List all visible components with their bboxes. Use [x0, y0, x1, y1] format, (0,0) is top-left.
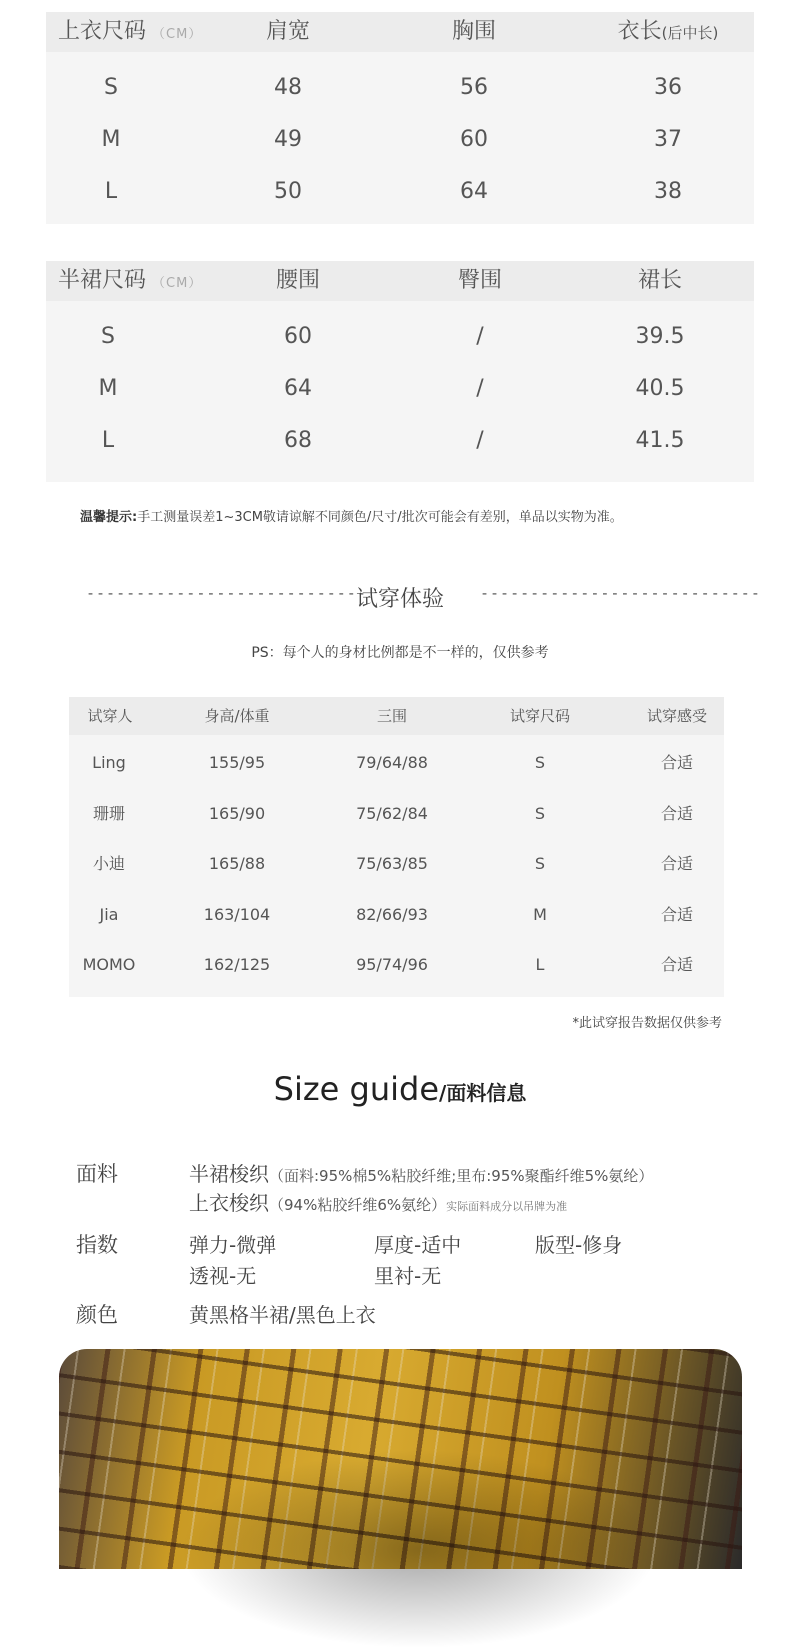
- tip-label: 温馨提示:: [80, 510, 138, 525]
- hip-cell: /: [476, 428, 484, 453]
- fabric-top-detail: （94%粘胶纤维6%氨纶）: [269, 1196, 447, 1214]
- fabric-top-name: 上衣梭织: [189, 1191, 269, 1215]
- top-size-header-length: 衣长(后中长): [617, 19, 719, 44]
- table-row: [69, 786, 724, 837]
- measurements-cell: 82/66/93: [356, 904, 428, 924]
- table-row: [46, 62, 754, 114]
- fabric-skirt-line: [189, 1158, 653, 1187]
- skirt-size-table: [46, 261, 754, 482]
- fabric-top-note: 实际面料成分以吊牌为准: [446, 1200, 568, 1213]
- table-row: [46, 166, 754, 218]
- top-size-header-chest: 胸围: [451, 19, 497, 44]
- chest-cell: 64: [460, 179, 488, 204]
- measurements-cell: 75/62/84: [356, 803, 428, 823]
- size-guide-title-en: Size guide: [273, 1070, 440, 1108]
- size-cell: S: [534, 803, 546, 823]
- feel-cell: 合适: [660, 955, 694, 974]
- fabric-skirt-detail: （面料:95%棉5%粘胶纤维;里布:95%聚酯纤维5%氨纶）: [269, 1167, 654, 1185]
- feel-cell: 合适: [660, 753, 694, 772]
- tip-text: 手工测量误差1~3CM敬请谅解不同颜色/尺寸/批次可能会有差别，单品以实物为准。: [137, 510, 623, 525]
- hip-cell: /: [476, 376, 484, 401]
- divider-right: ----------------------------: [480, 584, 761, 602]
- size-guide-title-cn: /面料信息: [439, 1081, 527, 1105]
- top-size-header-shoulder: 肩宽: [265, 19, 311, 44]
- size-cell: M: [101, 127, 121, 152]
- index-label: 指数: [76, 1233, 118, 1257]
- length-cell: 40.5: [635, 376, 685, 401]
- tryon-header-person: 试穿人: [87, 707, 133, 725]
- table-row: [46, 363, 754, 415]
- top-size-header: [46, 12, 754, 52]
- fabric-fold-shadow: [179, 1449, 659, 1649]
- lining-value: 里衬-无: [374, 1264, 442, 1288]
- size-guide-title: [0, 1070, 800, 1108]
- table-row: [69, 937, 724, 988]
- tryon-title: 试穿体验: [355, 587, 444, 612]
- length-cell: 38: [654, 179, 682, 204]
- table-row: [69, 735, 724, 786]
- person-cell: MOMO: [82, 955, 136, 974]
- table-row: [46, 415, 754, 467]
- height-weight-cell: 165/90: [208, 803, 266, 823]
- skirt-size-header-length: 裙长: [637, 268, 683, 293]
- person-cell: Jia: [99, 904, 119, 924]
- shoulder-cell: 49: [274, 127, 302, 152]
- table-row: [46, 311, 754, 363]
- top-size-table: [46, 12, 754, 224]
- fabric-top-line: [189, 1187, 567, 1216]
- tryon-header-feel: 试穿感受: [646, 707, 708, 725]
- measurement-tip: [80, 506, 623, 525]
- size-cell: L: [104, 179, 118, 204]
- table-row: [69, 836, 724, 887]
- table-row: [69, 887, 724, 938]
- length-cell: 41.5: [635, 428, 685, 453]
- size-cell: M: [98, 376, 118, 401]
- person-cell: 小迪: [92, 854, 126, 873]
- tryon-header-height-weight: 身高/体重: [204, 707, 270, 725]
- color-label: 颜色: [76, 1303, 118, 1327]
- height-weight-cell: 162/125: [203, 955, 271, 974]
- tryon-header: [69, 697, 724, 735]
- fabric-skirt-name: 半裙梭织: [189, 1162, 269, 1186]
- thickness-value: 厚度-适中: [374, 1233, 462, 1257]
- feel-cell: 合适: [660, 854, 694, 873]
- size-cell: L: [535, 955, 545, 974]
- elasticity-value: 弹力-微弹: [189, 1233, 277, 1257]
- tryon-ps-note: PS：每个人的身材比例都是不一样的，仅供参考: [251, 645, 549, 661]
- hip-cell: /: [476, 324, 484, 349]
- waist-cell: 68: [284, 428, 312, 453]
- length-cell: 39.5: [635, 324, 685, 349]
- length-cell: 37: [654, 127, 682, 152]
- size-cell: M: [533, 904, 547, 924]
- tryon-header-measurements: 三围: [376, 707, 408, 725]
- skirt-size-header: [46, 261, 754, 301]
- tryon-table: [69, 697, 724, 997]
- sheerness-value: 透视-无: [189, 1264, 257, 1288]
- skirt-size-header-waist: 腰围: [275, 268, 321, 293]
- tryon-disclaimer: *此试穿报告数据仅供参考: [572, 1016, 722, 1031]
- chest-cell: 56: [460, 75, 488, 100]
- color-value: 黄黑格半裙/黑色上衣: [189, 1303, 376, 1327]
- length-cell: 36: [654, 75, 682, 100]
- measurements-cell: 75/63/85: [356, 854, 428, 873]
- fabric-label: 面料: [76, 1162, 118, 1186]
- height-weight-cell: 155/95: [208, 753, 266, 772]
- fit-value: 版型-修身: [535, 1233, 623, 1257]
- height-weight-cell: 163/104: [203, 904, 271, 924]
- shoulder-cell: 48: [274, 75, 302, 100]
- size-cell: L: [101, 428, 115, 453]
- feel-cell: 合适: [660, 803, 694, 823]
- size-cell: S: [534, 854, 546, 873]
- chest-cell: 60: [460, 127, 488, 152]
- waist-cell: 60: [284, 324, 312, 349]
- tryon-header-size: 试穿尺码: [509, 707, 571, 725]
- size-cell: S: [104, 75, 118, 100]
- size-cell: S: [534, 753, 546, 772]
- shoulder-cell: 50: [274, 179, 302, 204]
- divider-left: ----------------------------: [86, 584, 367, 602]
- measurements-cell: 95/74/96: [356, 955, 428, 974]
- table-row: [46, 114, 754, 166]
- waist-cell: 64: [284, 376, 312, 401]
- feel-cell: 合适: [660, 904, 694, 924]
- person-cell: Ling: [92, 753, 126, 772]
- skirt-size-header-hip: 臀围: [457, 268, 503, 293]
- top-size-header-size: 上衣尺码 （CM）: [58, 19, 203, 44]
- plaid-fabric-photo: [59, 1349, 742, 1569]
- skirt-size-header-size: 半裙尺码 （CM）: [58, 268, 203, 293]
- measurements-cell: 79/64/88: [356, 753, 428, 772]
- person-cell: 珊珊: [92, 803, 126, 823]
- size-cell: S: [101, 324, 115, 349]
- height-weight-cell: 165/88: [208, 854, 266, 873]
